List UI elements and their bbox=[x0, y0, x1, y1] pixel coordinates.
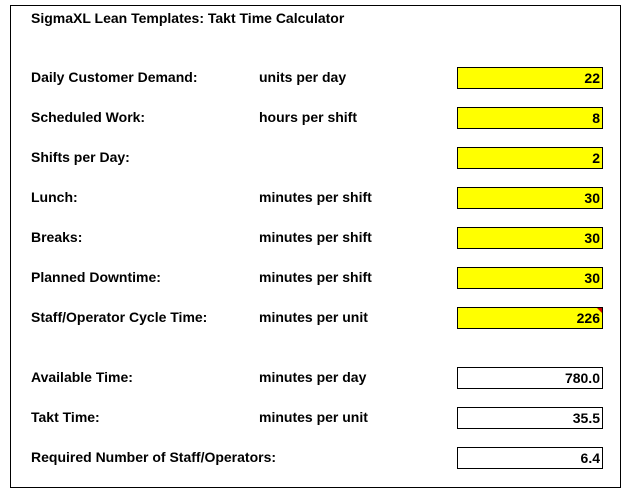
planned-downtime-unit: minutes per shift bbox=[259, 269, 372, 285]
row-cycle-time bbox=[0, 307, 637, 329]
breaks-label: Breaks: bbox=[31, 229, 83, 245]
scheduled-work-unit: hours per shift bbox=[259, 109, 358, 125]
cycle-time-label: Staff/Operator Cycle Time: bbox=[31, 309, 208, 325]
page-title: SigmaXL Lean Templates: Takt Time Calculator bbox=[31, 10, 345, 26]
planned-downtime-label: Planned Downtime: bbox=[31, 269, 161, 285]
comment-indicator-icon[interactable] bbox=[597, 308, 602, 313]
daily-customer-demand-label: Daily Customer Demand: bbox=[31, 69, 198, 85]
available-time-unit: minutes per day bbox=[259, 369, 367, 385]
shifts-per-day-input[interactable]: 2 bbox=[457, 147, 603, 169]
lunch-input[interactable]: 30 bbox=[457, 187, 603, 209]
planned-downtime-input[interactable]: 30 bbox=[457, 267, 603, 289]
available-time-output[interactable]: 780.0 bbox=[457, 367, 603, 389]
takt-time-output[interactable]: 35.5 bbox=[457, 407, 603, 429]
row-lunch bbox=[0, 187, 637, 209]
scheduled-work-input[interactable]: 8 bbox=[457, 107, 603, 129]
required-staff-output[interactable]: 6.4 bbox=[457, 447, 603, 469]
row-available-time bbox=[0, 367, 637, 389]
takt-time-label: Takt Time: bbox=[31, 409, 100, 425]
lunch-label: Lunch: bbox=[31, 189, 78, 205]
row-scheduled-work bbox=[0, 107, 637, 129]
breaks-unit: minutes per shift bbox=[259, 229, 372, 245]
row-takt-time bbox=[0, 407, 637, 429]
cycle-time-input[interactable] bbox=[457, 307, 603, 329]
scheduled-work-label: Scheduled Work: bbox=[31, 109, 146, 125]
row-required-staff bbox=[0, 447, 637, 469]
row-shifts-per-day bbox=[0, 147, 637, 169]
daily-customer-demand-unit: units per day bbox=[259, 69, 347, 85]
takt-time-unit: minutes per unit bbox=[259, 409, 368, 425]
shifts-per-day-label: Shifts per Day: bbox=[31, 149, 130, 165]
cycle-time-unit: minutes per unit bbox=[259, 309, 368, 325]
row-daily-customer-demand bbox=[0, 67, 637, 89]
daily-customer-demand-input[interactable]: 22 bbox=[457, 67, 603, 89]
required-staff-label: Required Number of Staff/Operators: bbox=[31, 449, 277, 465]
cycle-time-value: 226 bbox=[576, 310, 600, 326]
row-planned-downtime bbox=[0, 267, 637, 289]
row-breaks bbox=[0, 227, 637, 249]
lunch-unit: minutes per shift bbox=[259, 189, 372, 205]
breaks-input[interactable]: 30 bbox=[457, 227, 603, 249]
available-time-label: Available Time: bbox=[31, 369, 133, 385]
